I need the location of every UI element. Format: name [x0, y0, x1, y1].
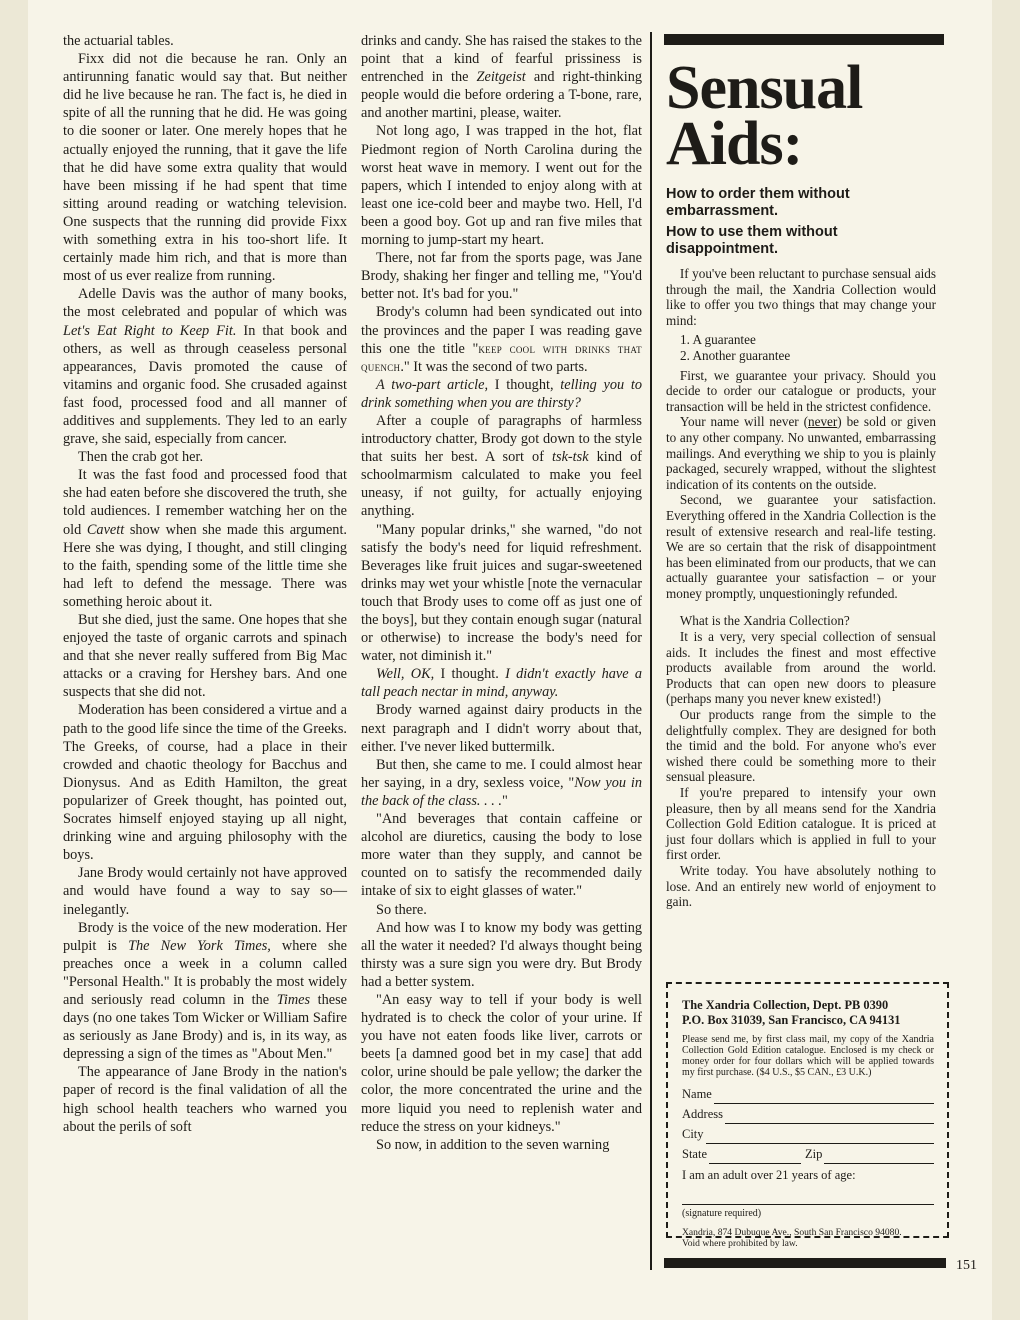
paragraph-text: Fixx did not die because he ran. Only an antirunning fanatic would say that. But neither did he live because he ran. The fact is, he died in spite of all the running that he did. He was going to die sooner or later. One merely hopes that he actually enjoyed the running, that it gave the life that he did have some extra quality that would have been missing if he had spent that time sitting around reading or watching television. One suspects that the running did provide Fixx with something extra in his too-short life. It certainly made him rich, and that is more than most of us ever realize from running.	[63, 51, 347, 285]
article-paragraph	[63, 50, 347, 285]
name-label: Name	[682, 1087, 712, 1101]
article-paragraph	[361, 919, 642, 991]
paragraph-text: Now you in the back of the class. . . .	[361, 774, 642, 809]
coupon-instructions: Please send me, by first class mail, my copy of the Xandria Collection Gold Edition catalogue. Enclosed is my check or money order for four dollars which will be applied towards my first purchase. ($4 U.S., $5 CAN., £3 U.K.)	[682, 1034, 934, 1078]
paragraph-text: Brody warned against dairy products in the next paragraph and I didn't worry about that, either. I've never liked buttermilk.	[361, 702, 642, 755]
paragraph-text: The New York Times,	[128, 937, 271, 954]
paragraph-text: I didn't exactly have a tall peach nectar in mind, anyway.	[361, 666, 642, 701]
paragraph-text: keep cool with drinks that quench	[361, 341, 642, 374]
article-paragraph	[63, 32, 347, 50]
paragraph-text: So there.	[376, 901, 427, 918]
article-paragraph	[361, 376, 642, 412]
paragraph-text: Moderation has been considered a virtue and a path to the good life since the time of the Greeks. The Greeks, of course, had a place in their crowded and chaotic theology for Bacchus and Dionysus. And as Edith Hamilton, the great popularizer of Greek thought, has pointed out, Socrates himself enjoyed staying up all night, drinking wine and arguing philosophy with the boys.	[63, 702, 347, 864]
article-paragraph	[63, 919, 347, 1064]
article-paragraph	[63, 864, 347, 918]
article-paragraph	[63, 448, 347, 466]
coupon-content	[682, 998, 934, 1249]
ad-subhead-order: How to order them without embarrassment.	[666, 186, 850, 219]
xandria-advertisement	[650, 32, 950, 1272]
article-paragraph	[361, 756, 642, 810]
coupon-footer-void: Void where prohibited by law.	[682, 1238, 798, 1249]
paragraph-text: Cavett	[86, 521, 125, 538]
ad-copy	[666, 266, 936, 910]
article-paragraph	[63, 466, 347, 611]
paragraph-text: But then, she came to me. I could almost hear her saying, in a dry, sexless voice, "	[361, 756, 642, 791]
paragraph-text: "And beverages that contain caffeine or alcohol are diuretics, causing the body to lose more water than they supply, and cannot be counted on to satisfy the recommended daily intake of six to eight glasses of water."	[361, 811, 642, 900]
paragraph-text: telling you to drink something when you are thirsty?	[361, 376, 642, 411]
page-number: 151	[956, 1258, 977, 1273]
coupon-city-field[interactable]	[682, 1124, 934, 1144]
article-paragraph	[361, 122, 642, 249]
ad-list-item: 2. Another guarantee	[680, 347, 791, 363]
coupon-footer-address: Xandria, 874 Dubuque Ave., South San Francisco 94080.	[682, 1227, 902, 1238]
ad-collection-paragraph: It is a very, very special collection of sensual aids. It includes the finest and most effective products available from around the world. Products that can open new doors to pleasure (perhaps many you never knew existed!)	[666, 629, 936, 707]
ad-divider-rule	[650, 32, 652, 1270]
article-paragraph	[361, 665, 642, 701]
paragraph-text: "An easy way to tell if your body is well hydrated is to check the color of your urine. If you have not eaten foods like liver, carrots or beets [a damned good bet in my case] that add color, urine should be pale yellow; the darker the color, the more concentrated the urine and the more liquid you need to replenish water and reduce the stress on your kidneys."	[361, 991, 642, 1135]
ad-body	[666, 54, 936, 910]
paragraph-text: I thought.	[434, 666, 506, 683]
paragraph-text: A two-part article,	[376, 376, 489, 393]
article-paragraph	[361, 701, 642, 755]
paragraph-text: Let's Eat Right to Keep Fit.	[63, 322, 237, 339]
city-line[interactable]	[706, 1129, 934, 1144]
magazine-page	[28, 0, 992, 1320]
paragraph-text: The appearance of Jane Brody in the nation's paper of record is the final validation of all the high school health teachers who warned you about the perils of soft	[63, 1064, 347, 1135]
ad-name-text-a: Your name will never (	[679, 414, 808, 430]
article-paragraph	[63, 1063, 347, 1135]
paragraph-text: tsk-tsk	[552, 449, 589, 466]
article-column-1	[63, 32, 347, 1136]
paragraph-text: In that book and others, as well as through ceaseless personal appearances, Davis promoted the cause of vitamins and organic food. She crusaded against fast food, processed food and all manner of additives and supplements. They led to an early grave, she said, especially from cancer.	[63, 322, 347, 448]
ad-list-item: 1. A guarantee	[680, 332, 756, 348]
paragraph-text: After a couple of paragraphs of harmless introductory chatter, Brody got down to the style that suits her best. A sort of	[361, 412, 642, 466]
article-paragraph	[361, 810, 642, 900]
paragraph-text: these days (no one takes Tom Wicker or William Safire as seriously as Jane Brody) and is, in its way, as depressing a sign of the times as "About Men."	[63, 991, 347, 1063]
address-label: Address	[682, 1107, 723, 1121]
paragraph-text: Adelle Davis was the author of many books, the most celebrated and popular of which was	[63, 286, 347, 321]
ad-satisfaction-paragraph: Second, we guarantee your satisfaction. Everything offered in the Xandria Collection is the result of extensive research and real-life testing. We are so certain that the risk of disappointment has been eliminated from our products, that we can actually guarantee your satisfaction – or your money promptly, unquestioningly refunded.	[666, 492, 936, 601]
article-paragraph	[361, 901, 642, 919]
paragraph-text: "Many popular drinks," she warned, "do not satisfy the body's need for liquid refreshment. Beverages like fruit juices and sugar-sweetened drinks may wet your whistle [note the vernacular touch that Brody uses to come off as just one of the boys], but they contain enough sugar (natural or otherwise) to increase the body's need for water, not diminish it."	[361, 521, 642, 665]
paragraph-text: and right-thinking people would die before ordering a T-bone, rare, and another martini, please, waiter.	[361, 69, 642, 122]
ad-headline-line-2: Aids:	[666, 110, 803, 178]
ad-headline	[666, 54, 936, 178]
signature-required-label: (signature required)	[682, 1208, 762, 1219]
ad-subhead-use: How to use them without disappointment.	[666, 224, 838, 257]
article-paragraph	[63, 285, 347, 448]
name-line[interactable]	[714, 1089, 934, 1104]
article-paragraph	[361, 991, 642, 1136]
ad-intro: If you've been reluctant to purchase sensual aids through the mail, the Xandria Collection would like to offer you two things that may change your mind:	[666, 266, 936, 328]
paragraph-text: kind of schoolmarmism calculated to make you feel uneasy, if not guilty, for actually enjoying anything.	[361, 449, 643, 520]
paragraph-text: "	[501, 792, 508, 809]
ad-name-paragraph	[666, 414, 936, 492]
coupon-company-line: The Xandria Collection, Dept. PB 0390	[682, 998, 889, 1012]
paragraph-text: But she died, just the same. One hopes that she enjoyed the taste of organic carrots and spinach and that she never really suffered from Big Mac attacks or a craving for Hershey bars. And one suspects that she did not.	[63, 612, 347, 701]
paragraph-text: Brody is the voice of the new moderation. Her pulpit is	[63, 919, 347, 954]
paragraph-text: Zeitgeist	[476, 69, 526, 86]
article-paragraph	[361, 412, 642, 521]
article-column-2	[361, 32, 642, 1154]
coupon-address-field[interactable]	[682, 1104, 934, 1124]
paragraph-text: It was the fast food and processed food that she had eaten before she discovered the truth, she told audiences. I remember watching her on the old	[63, 467, 347, 538]
paragraph-text: show when she made this argument. Here she was dying, I thought, and still clinging to the faith, spending some of the little time she had left to defend the message. There was something heroic about it.	[63, 521, 347, 610]
paragraph-text: There, not far from the sports page, was Jane Brody, shaking her finger and telling me, "You'd better not. It's bad for you."	[361, 250, 642, 303]
ad-catalogue-paragraph: If you're prepared to intensify your own pleasure, then by all means send for the Xandria Collection Gold Edition catalogue. It is priced at just four dollars which is applied in full to your first order.	[666, 785, 936, 863]
article-paragraph	[361, 303, 642, 375]
article-paragraph	[361, 521, 642, 666]
address-line[interactable]	[725, 1109, 934, 1124]
paragraph-text: ." It was the second of two parts.	[400, 358, 588, 375]
signature-line[interactable]	[682, 1184, 934, 1205]
ad-name-text-b: ) be sold or given to any other company. No unwanted, embarrassing mailings. And everything we ship to you is plainly packaged, securely wrapped, without the slightest indication of its contents on the outside.	[666, 414, 936, 492]
zip-label: Zip	[805, 1147, 823, 1161]
ad-top-bar	[664, 34, 944, 45]
paragraph-text: Well, OK,	[376, 666, 435, 683]
coupon-state-zip-field[interactable]	[682, 1144, 934, 1164]
article-paragraph	[361, 1136, 642, 1154]
paragraph-text: I thought,	[488, 376, 561, 393]
ad-guarantee-list	[666, 332, 936, 363]
paragraph-text: So now, in addition to the seven warning	[376, 1136, 610, 1153]
paragraph-text: Brody's column had been syndicated out into the provinces and the paper I was reading gave this one the title "	[361, 304, 642, 357]
article-paragraph	[361, 249, 642, 303]
ad-name-underlined: never	[808, 414, 838, 430]
state-label: State	[682, 1147, 707, 1161]
article-paragraph	[63, 611, 347, 701]
paragraph-text: the actuarial tables.	[63, 33, 174, 49]
paragraph-text: Then the crab got her.	[78, 449, 204, 466]
article-paragraph	[63, 701, 347, 864]
paragraph-text: Jane Brody would certainly not have approved and would have found a way to say so—inelegantly.	[63, 865, 347, 918]
zip-line[interactable]	[824, 1149, 934, 1164]
paragraph-text: drinks and candy. She has raised the stakes to the point that a kind of fearful prissiness is entrenched in the	[361, 33, 642, 86]
ad-question: What is the Xandria Collection?	[679, 613, 850, 629]
state-line[interactable]	[709, 1149, 801, 1164]
ad-headline-line-1: Sensual	[666, 54, 863, 122]
paragraph-text: And how was I to know my body was getting all the water it needed? I'd always thought being thirsty was a sure sign you were dry. But Brody had a better system.	[361, 919, 642, 990]
ad-write-paragraph: Write today. You have absolutely nothing to lose. And an entirely new world of enjoyment to gain.	[666, 862, 936, 910]
order-coupon[interactable]	[666, 982, 949, 1249]
coupon-name-field[interactable]	[682, 1084, 934, 1104]
paragraph-text: where she preaches once a week in a column called "Personal Health." It is probably the most widely and seriously read column in the	[63, 937, 347, 1008]
paragraph-text: Times	[276, 991, 311, 1008]
ad-range-paragraph: Our products range from the simple to the delightfully complex. They are designed for both the timid and the bold. For anyone who's ever wished there could be something more to their sensual pleasure.	[666, 707, 936, 785]
ad-privacy-paragraph: First, we guarantee your privacy. Should you decide to order our catalogue or products, your transaction will be held in the strictest confidence.	[666, 367, 936, 414]
coupon-adult-statement: I am an adult over 21 years of age:	[682, 1168, 856, 1182]
ad-bottom-bar	[664, 1258, 946, 1268]
city-label: City	[682, 1127, 704, 1141]
coupon-address-line: P.O. Box 31039, San Francisco, CA 94131	[682, 1013, 901, 1027]
paragraph-text: Not long ago, I was trapped in the hot, flat Piedmont region of North Carolina during the worst heat wave in memory. I went out for the papers, which I intended to enjoy along with at least one ice-cold beer and maybe two. Hell, I'd been a good boy. Got up and ran five miles that morning to jump-start my heart.	[361, 123, 642, 249]
article-paragraph	[361, 32, 642, 122]
